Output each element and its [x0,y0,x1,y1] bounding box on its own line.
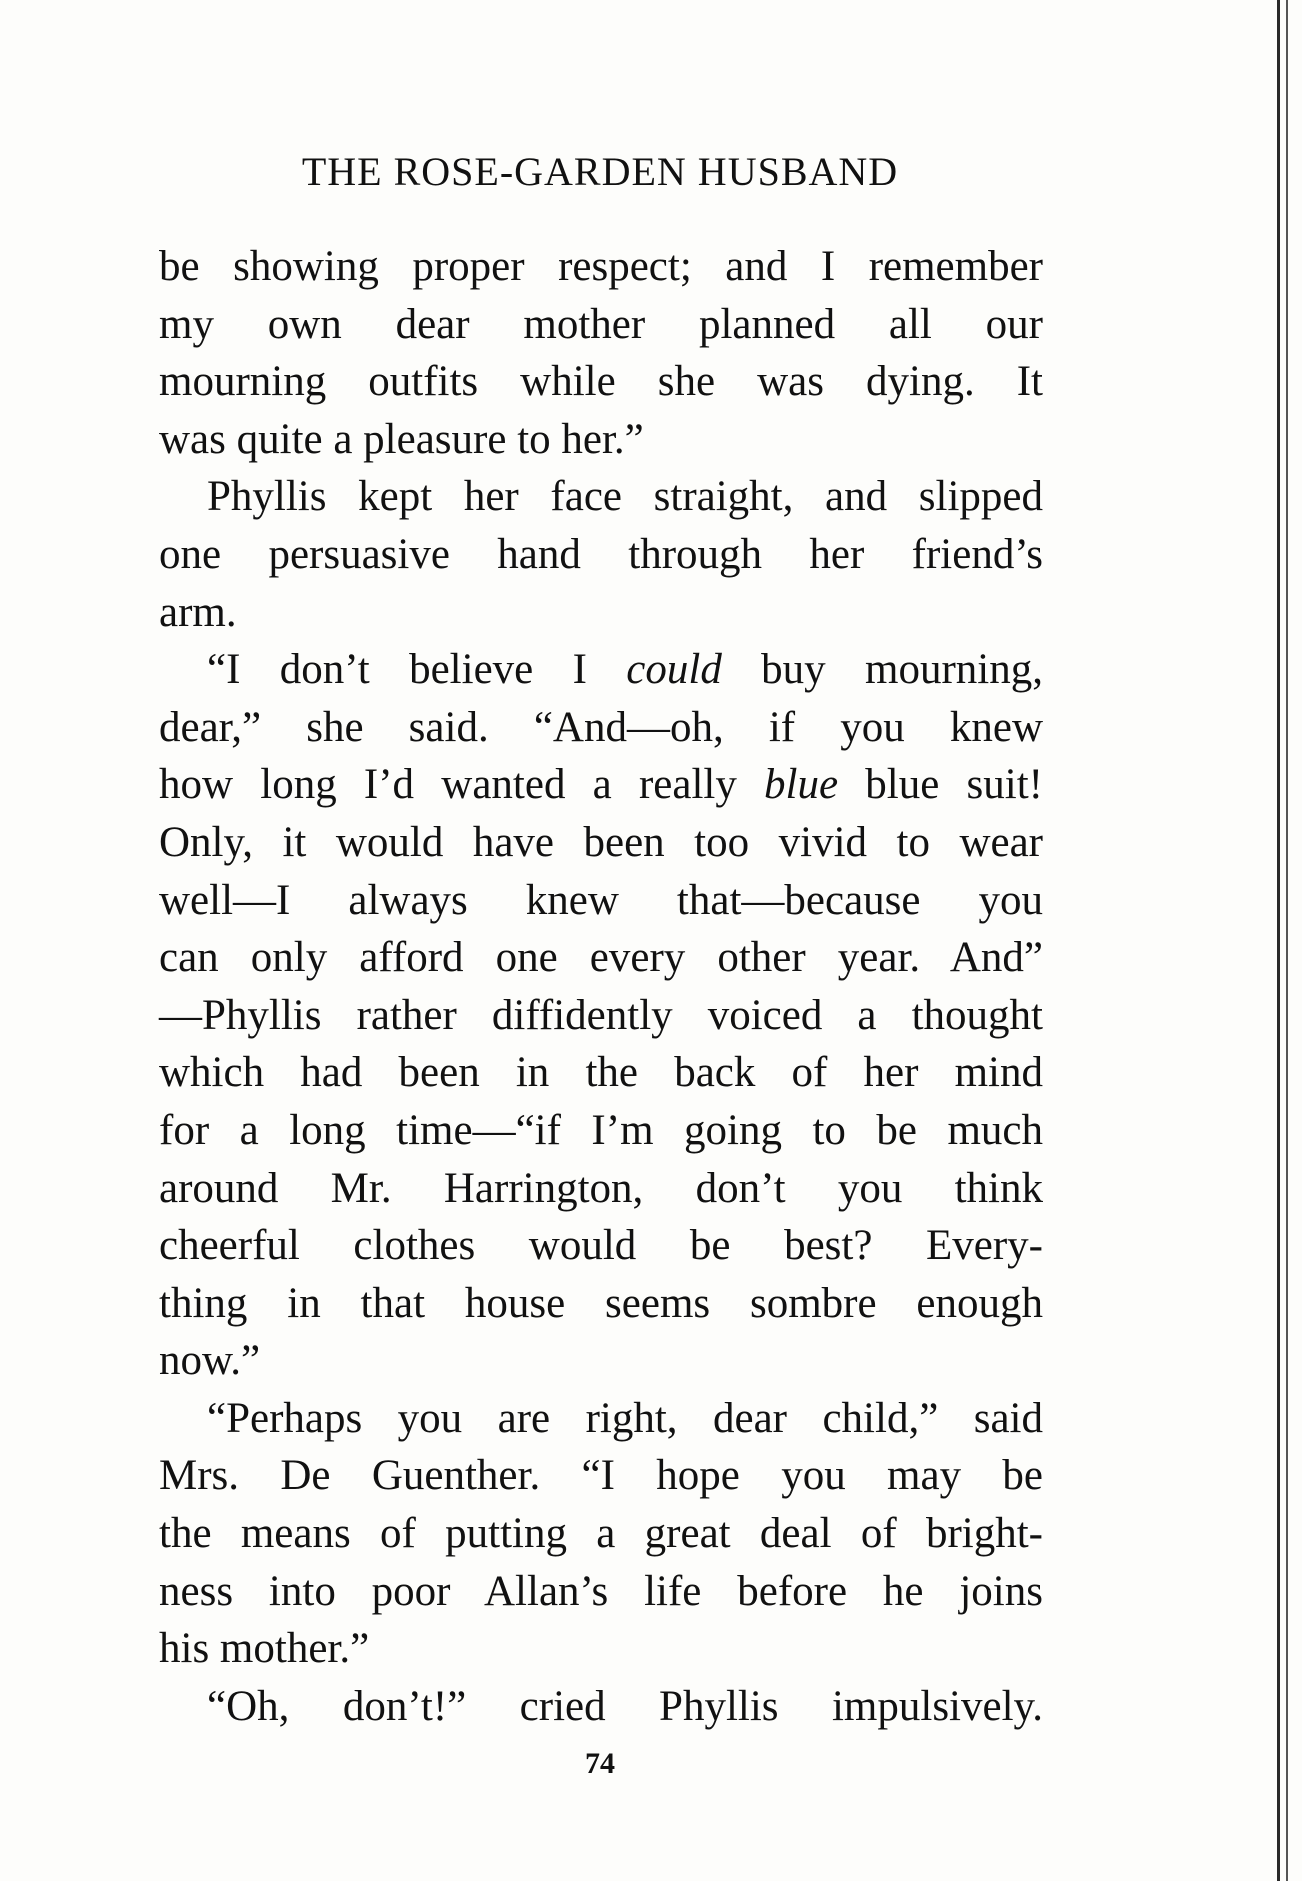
italic-line-content: how long I’d wanted a really blue blue suit! [159,761,1043,809]
text-line-content: Phyllis kept her face straight, and slipped [207,473,1043,521]
text-line: Mrs. De Guenther. “I hope you may be [159,1452,1043,1500]
text-line: can only afford one every other year. And” [159,934,1043,982]
text-line: cheerful clothes would be best? Every- [159,1222,1043,1270]
text-line: dear,” she said. “And—oh, if you knew [159,703,1043,751]
text-line [159,468,1043,526]
text-line: be showing proper respect; and I remember [159,243,1043,290]
page-edge-shadow-outer [1286,0,1288,1881]
text-line: mourning outfits while she was dying. It [159,358,1043,406]
text-line-content: “Perhaps you are right, dear child,” said [207,1394,1043,1442]
italic-line-content: “I don’t believe I could buy mourning, [207,646,1043,694]
text-line: which had been in the back of her mind [159,1049,1043,1097]
text-line: around Mr. Harrington, don’t you think [159,1164,1043,1212]
page-number: 74 [585,1747,615,1780]
text-line: the means of putting a great deal of bright- [159,1510,1043,1558]
text-line: —Phyllis rather diffidently voiced a thought [159,991,1043,1039]
text-line-with-italic [159,641,1043,699]
text-line: arm. [159,588,237,636]
text-line: my own dear mother planned all our [159,300,1043,348]
text-line: for a long time—“if I’m going to be much [159,1106,1043,1154]
text-line: ness into poor Allan’s life before he joins [159,1567,1043,1615]
text-line: Only, it would have been too vivid to wear [159,818,1043,866]
body-text [159,238,1043,1735]
text-line: well—I always knew that—because you [159,876,1043,924]
page-edge-shadow [1277,0,1280,1881]
text-line [159,1390,1043,1448]
text-line-content: “Oh, don’t!” cried Phyllis impulsively. [207,1682,1043,1730]
running-head: THE ROSE-GARDEN HUSBAND [301,149,899,194]
text-line-with-italic [159,756,1043,814]
text-line: was quite a pleasure to her.” [159,415,644,463]
text-line: his mother.” [159,1625,370,1673]
text-line: thing in that house seems sombre enough [159,1279,1043,1327]
text-line [159,1678,1043,1736]
text-line: one persuasive hand through her friend’s [159,530,1043,578]
text-line: now.” [159,1337,261,1385]
